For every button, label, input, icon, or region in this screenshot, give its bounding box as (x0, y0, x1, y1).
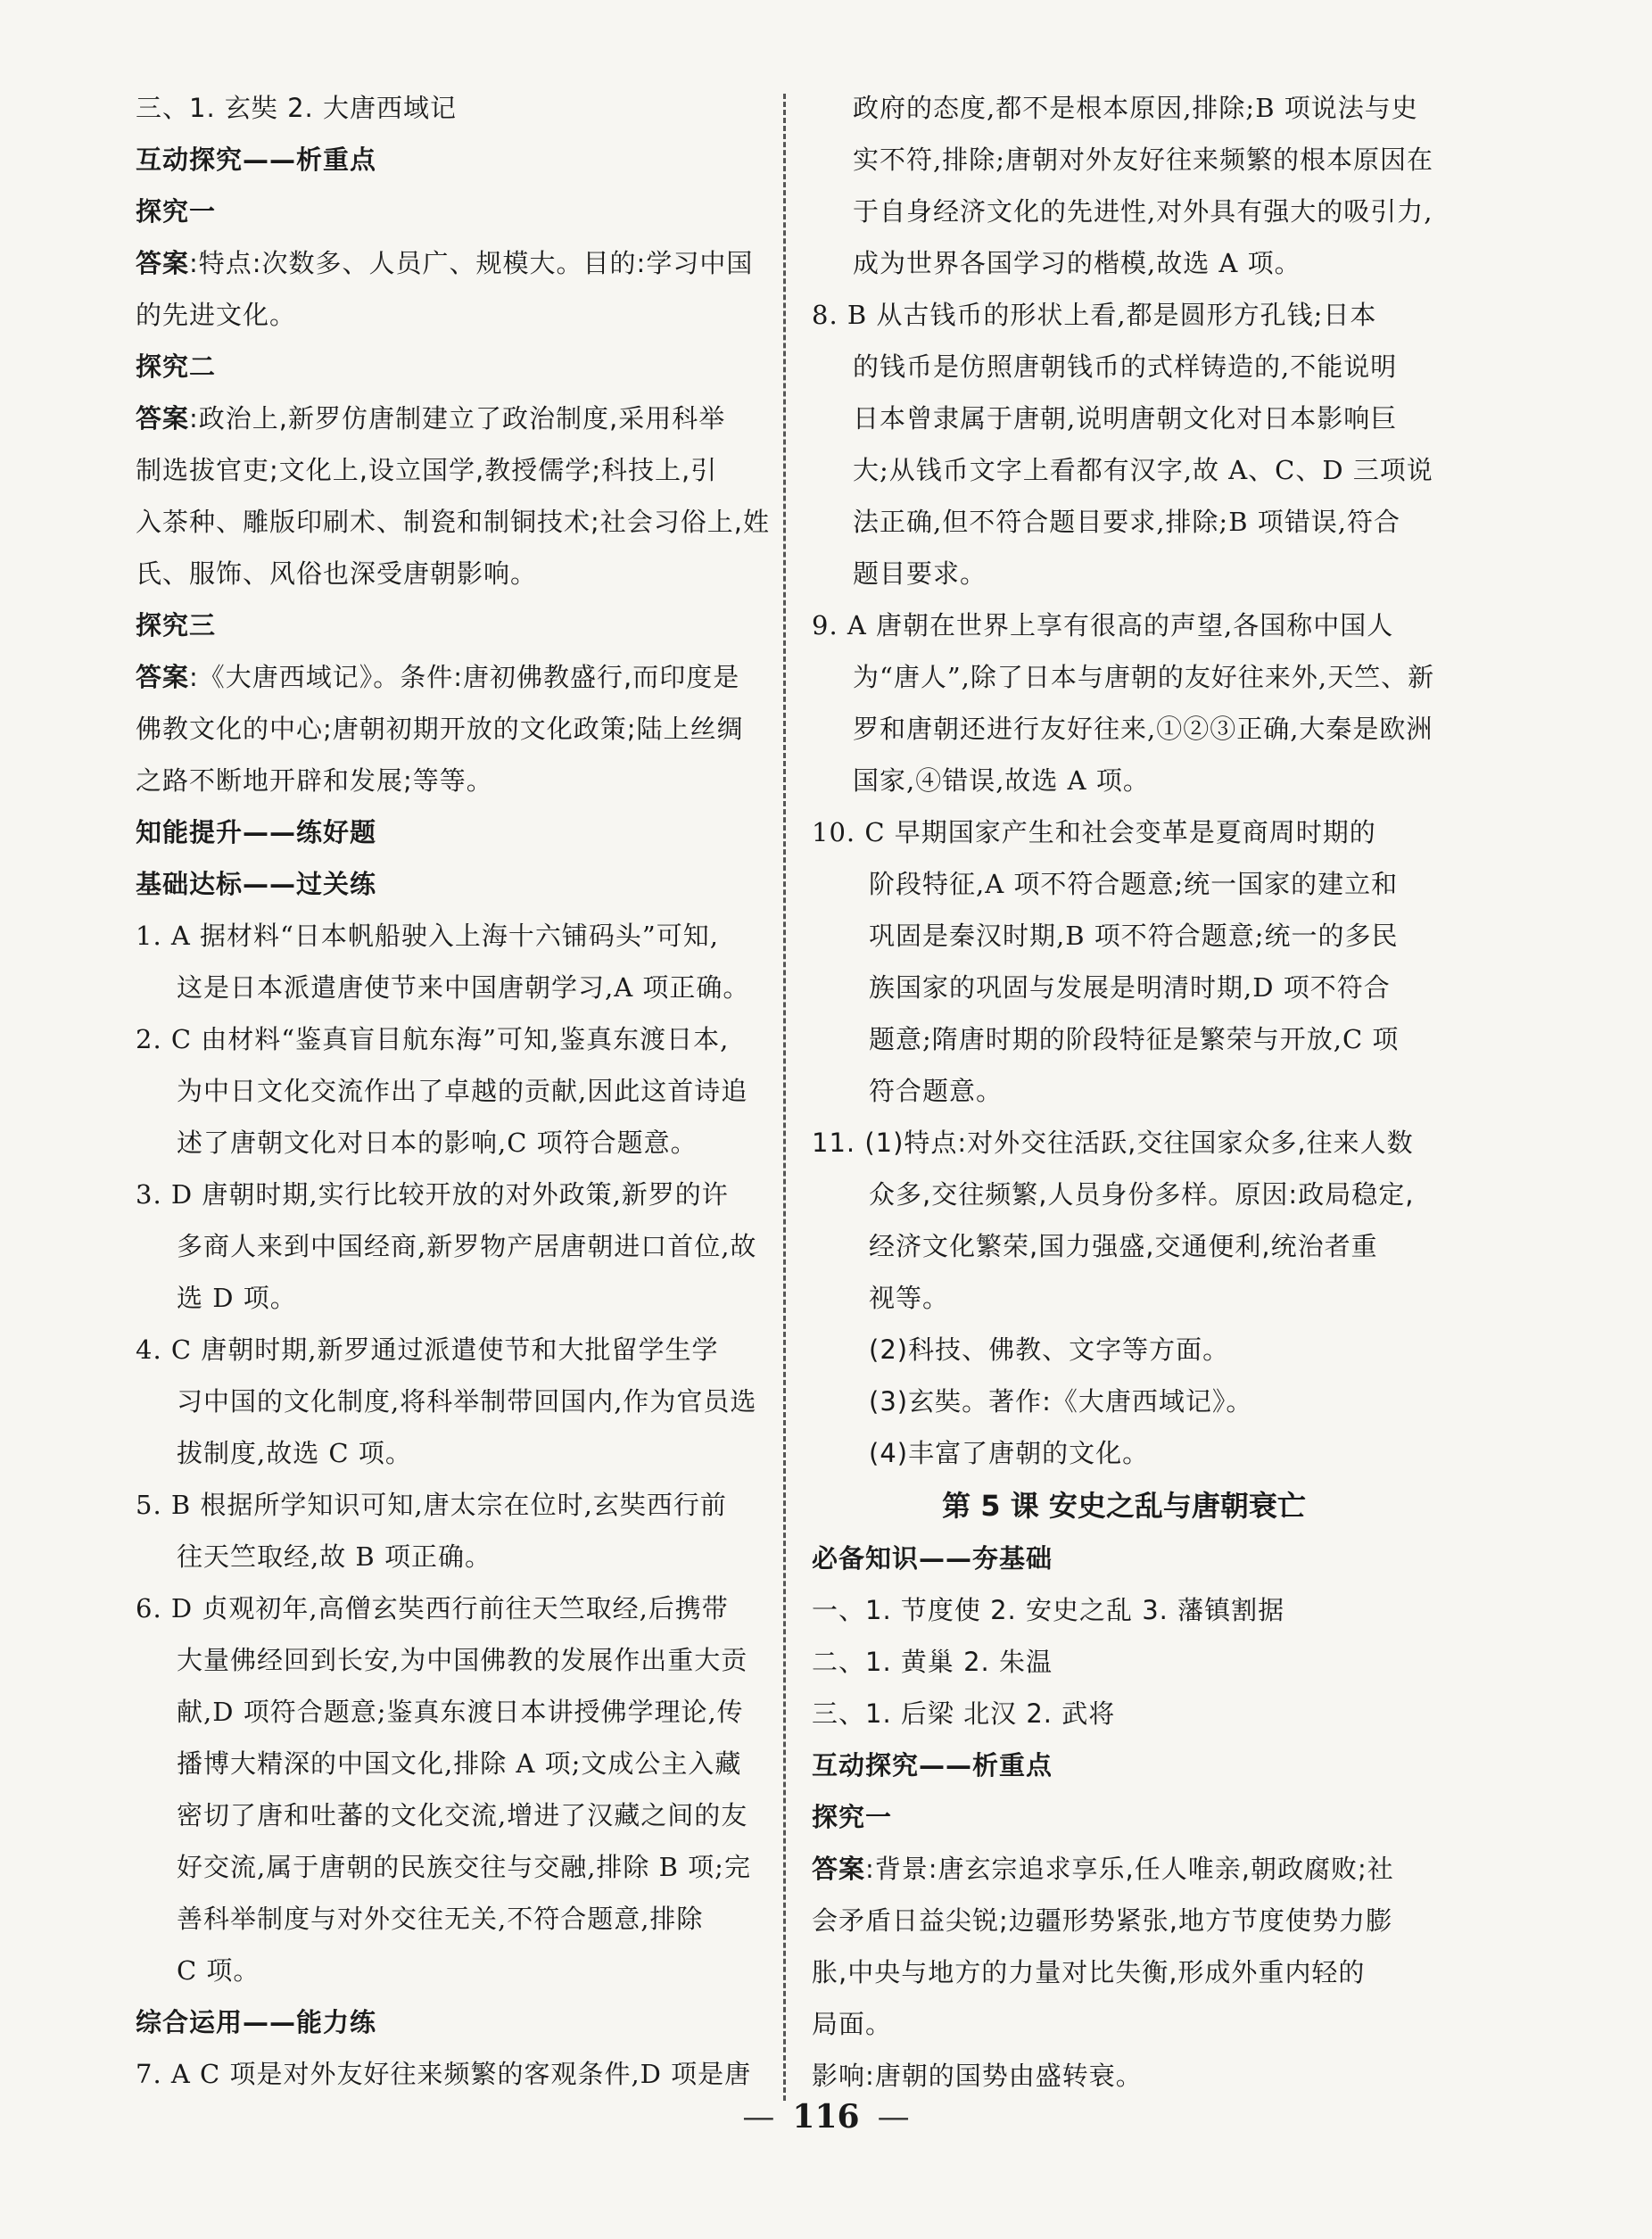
page-number-value: 116 (792, 2098, 860, 2136)
line-text: 必备知识——夯基础 (812, 1543, 1053, 1574)
line-text: 密切了唐和吐蕃的文化交流,增进了汉藏之间的友 (177, 1800, 748, 1830)
line-text: :政治上,新罗仿唐制建立了政治制度,采用科举 (189, 403, 726, 434)
text-line (812, 1324, 1436, 1376)
line-text: 选 D 项。 (177, 1283, 297, 1313)
line-text: 的先进文化。 (136, 300, 297, 330)
line-text: 述了唐朝文化对日本的影响,C 项符合题意。 (177, 1128, 698, 1158)
section-heading (136, 341, 760, 392)
line-text: 探究一 (812, 1802, 893, 1832)
line-text: 实不符,排除;唐朝对外友好往来频繁的根本原因在 (853, 145, 1433, 175)
section-heading (136, 858, 760, 910)
text-line (136, 1945, 760, 1996)
text-line (136, 2048, 760, 2100)
text-line (812, 1688, 1436, 1739)
text-line (812, 548, 1436, 599)
text-line (136, 1738, 760, 1789)
line-text: 题目要求。 (853, 558, 987, 589)
text-line (812, 2050, 1436, 2102)
line-text: 日本曾隶属于唐朝,说明唐朝文化对日本影响巨 (853, 403, 1398, 434)
text-line (136, 1479, 760, 1531)
line-text: 探究一 (136, 196, 217, 227)
line-text: 献,D 项符合题意;鉴真东渡日本讲授佛学理论,传 (177, 1697, 744, 1727)
line-text: 9. A 唐朝在世界上享有很高的声望,各国称中国人 (812, 610, 1394, 640)
text-line (136, 444, 760, 496)
line-text: 制选拔官吏;文化上,设立国学,教授儒学;科技上,引 (136, 455, 718, 485)
text-line (812, 1220, 1436, 1272)
answer-label: 答案 (812, 1854, 866, 1884)
line-text: 阶段特征,A 项不符合题意;统一国家的建立和 (869, 869, 1399, 899)
text-line (812, 341, 1436, 392)
line-text: 题意;隋唐时期的阶段特征是繁荣与开放,C 项 (869, 1024, 1400, 1054)
column-divider (783, 94, 786, 2101)
text-line (812, 806, 1436, 858)
text-line (812, 1272, 1436, 1324)
line-text: 政府的态度,都不是根本原因,排除;B 项说法与史 (853, 93, 1418, 123)
line-text: 大;从钱币文字上看都有汉字,故 A、C、D 三项说 (853, 455, 1433, 485)
text-line (812, 1895, 1436, 1946)
line-text: 拔制度,故选 C 项。 (177, 1438, 412, 1468)
text-line (136, 910, 760, 962)
text-line (136, 703, 760, 755)
section-heading (812, 1791, 1436, 1843)
section-heading (136, 186, 760, 237)
line-text: 这是日本派遣唐使节来中国唐朝学习,A 项正确。 (177, 972, 750, 1003)
line-text: 法正确,但不符合题目要求,排除;B 项错误,符合 (853, 507, 1400, 537)
text-line (136, 1220, 760, 1272)
text-line (812, 1584, 1436, 1636)
line-text: 氏、服饰、风俗也深受唐朝影响。 (136, 558, 538, 589)
text-line (812, 82, 1436, 134)
left-column (136, 82, 770, 2100)
text-line (136, 1272, 760, 1324)
line-text: 胀,中央与地方的力量对比失衡,形成外重内轻的 (812, 1957, 1366, 1987)
text-line (812, 134, 1436, 186)
lesson-title (812, 1479, 1436, 1533)
answer-label: 答案 (136, 248, 190, 278)
text-line (136, 1531, 760, 1582)
text-line (812, 1117, 1436, 1169)
line-text: :背景:唐玄宗追求享乐,任人唯亲,朝政腐败;社 (865, 1854, 1394, 1884)
line-text: 罗和唐朝还进行友好往来,①②③正确,大秦是欧洲 (853, 714, 1433, 744)
line-text: 局面。 (812, 2009, 893, 2039)
text-line (136, 82, 760, 134)
line-text: 基础达标——过关练 (136, 869, 377, 899)
line-text: 为“唐人”,除了日本与唐朝的友好往来外,天竺、新 (853, 662, 1435, 692)
line-text: (2)科技、佛教、文字等方面。 (869, 1334, 1230, 1365)
line-text: 众多,交往频繁,人员身份多样。原因:政局稳定, (869, 1179, 1415, 1210)
line-text: 影响:唐朝的国势由盛转衰。 (812, 2061, 1143, 2091)
line-text: (4)丰富了唐朝的文化。 (869, 1438, 1150, 1468)
text-line (136, 1427, 760, 1479)
text-line (136, 1634, 760, 1686)
section-heading (136, 1996, 760, 2048)
line-text: 1. A 据材料“日本帆船驶入上海十六铺码头”可知, (136, 921, 719, 951)
text-line (812, 910, 1436, 962)
text-line (136, 1376, 760, 1427)
text-line (136, 289, 760, 341)
text-line (136, 1582, 760, 1634)
line-text: 族国家的巩固与发展是明清时期,D 项不符合 (869, 972, 1391, 1003)
line-text: 6. D 贞观初年,高僧玄奘西行前往天竺取经,后携带 (136, 1593, 729, 1623)
text-line (136, 1117, 760, 1169)
line-text: 的钱币是仿照唐朝钱币的式样铸造的,不能说明 (853, 351, 1398, 382)
line-text: 符合题意。 (869, 1076, 1004, 1106)
line-text: 10. C 早期国家产生和社会变革是夏商周时期的 (812, 817, 1376, 847)
line-text: 佛教文化的中心;唐朝初期开放的文化政策;陆上丝绸 (136, 714, 744, 744)
line-text: 习中国的文化制度,将科举制带回国内,作为官员选 (177, 1386, 757, 1417)
line-text: 探究二 (136, 351, 217, 382)
line-text: 之路不断地开辟和发展;等等。 (136, 765, 493, 796)
line-text: 善科举制度与对外交往无关,不符合题意,排除 (177, 1904, 704, 1934)
text-line (812, 755, 1436, 806)
text-line (136, 755, 760, 806)
right-column (812, 82, 1436, 2102)
line-text: :特点:次数多、人员广、规模大。目的:学习中国 (189, 248, 754, 278)
line-text: 播博大精深的中国文化,排除 A 项;文成公主入藏 (177, 1748, 742, 1779)
text-line (812, 1636, 1436, 1688)
line-text: 4. C 唐朝时期,新罗通过派遣使节和大批留学生学 (136, 1334, 719, 1365)
text-line (136, 237, 760, 289)
line-text: 入茶种、雕版印刷术、制瓷和制铜技术;社会习俗上,姓 (136, 507, 770, 537)
line-text: 3. D 唐朝时期,实行比较开放的对外政策,新罗的许 (136, 1179, 729, 1210)
line-text: 往天竺取经,故 B 项正确。 (177, 1541, 491, 1572)
text-line (136, 392, 760, 444)
text-line (136, 1686, 760, 1738)
text-line (136, 1169, 760, 1220)
line-text: 为中日文化交流作出了卓越的贡献,因此这首诗追 (177, 1076, 748, 1106)
answer-label: 答案 (136, 403, 190, 434)
line-text: 三、1. 后梁 北汉 2. 武将 (812, 1698, 1116, 1729)
line-text: 视等。 (869, 1283, 950, 1313)
line-text: 互动探究——析重点 (812, 1750, 1053, 1780)
line-text: 成为世界各国学习的楷模,故选 A 项。 (853, 248, 1301, 278)
line-text: :《大唐西域记》。条件:唐初佛教盛行,而印度是 (189, 662, 740, 692)
section-heading (136, 806, 760, 858)
line-text: (3)玄奘。著作:《大唐西域记》。 (869, 1386, 1253, 1417)
text-line (136, 1789, 760, 1841)
answer-label: 答案 (136, 662, 190, 692)
line-text: 5. B 根据所学知识可知,唐太宗在位时,玄奘西行前 (136, 1490, 727, 1520)
text-line (136, 496, 770, 548)
line-text: 巩固是秦汉时期,B 项不符合题意;统一的多民 (869, 921, 1399, 951)
text-line (812, 858, 1436, 910)
text-line (812, 1427, 1436, 1479)
line-text: 探究三 (136, 610, 217, 640)
line-text: 二、1. 黄巢 2. 朱温 (812, 1647, 1053, 1677)
text-line (812, 289, 1436, 341)
line-text: 第 5 课 安史之乱与唐朝衰亡 (942, 1489, 1306, 1523)
text-line (812, 1946, 1436, 1998)
section-heading (136, 599, 760, 651)
line-text: 国家,④错误,故选 A 项。 (853, 765, 1150, 796)
page-number: — 116 — (742, 2098, 910, 2136)
text-line (136, 1893, 760, 1945)
line-text: 综合运用——能力练 (136, 2007, 377, 2037)
line-text: 11. (1)特点:对外交往活跃,交往国家众多,往来人数 (812, 1128, 1414, 1158)
line-text: 三、1. 玄奘 2. 大唐西域记 (136, 93, 457, 123)
line-text: C 项。 (177, 1955, 260, 1986)
text-line (812, 1065, 1436, 1117)
text-line (812, 392, 1436, 444)
line-text: 于自身经济文化的先进性,对外具有强大的吸引力, (853, 196, 1433, 227)
text-line (812, 599, 1436, 651)
line-text: 知能提升——练好题 (136, 817, 377, 847)
text-line (812, 237, 1436, 289)
line-text: 好交流,属于唐朝的民族交往与交融,排除 B 项;完 (177, 1852, 751, 1882)
text-line (136, 1065, 760, 1117)
text-line (812, 1013, 1436, 1065)
line-text: 2. C 由材料“鉴真盲目航东海”可知,鉴真东渡日本, (136, 1024, 730, 1054)
line-text: 会矛盾日益尖锐;边疆形势紧张,地方节度使势力膨 (812, 1905, 1392, 1936)
text-line (136, 548, 760, 599)
text-line (136, 1013, 760, 1065)
line-text: 大量佛经回到长安,为中国佛教的发展作出重大贡 (177, 1645, 748, 1675)
line-text: 7. A C 项是对外友好往来频繁的客观条件,D 项是唐 (136, 2059, 752, 2089)
text-line (812, 962, 1436, 1013)
text-line (136, 1841, 760, 1893)
text-line (136, 1324, 760, 1376)
text-line (812, 651, 1436, 703)
line-text: 多商人来到中国经商,新罗物产居唐朝进口首位,故 (177, 1231, 757, 1261)
text-line (136, 962, 760, 1013)
line-text: 一、1. 节度使 2. 安史之乱 3. 藩镇割据 (812, 1595, 1285, 1625)
section-heading (812, 1739, 1436, 1791)
text-line (812, 703, 1436, 755)
text-line (812, 1376, 1436, 1427)
line-text: 8. B 从古钱币的形状上看,都是圆形方孔钱;日本 (812, 300, 1377, 330)
text-line (812, 496, 1436, 548)
section-heading (136, 134, 760, 186)
text-line (812, 1169, 1436, 1220)
line-text: 互动探究——析重点 (136, 145, 377, 175)
line-text: 经济文化繁荣,国力强盛,交通便利,统治者重 (869, 1231, 1378, 1261)
text-line (812, 1843, 1436, 1895)
text-line (812, 444, 1436, 496)
section-heading (812, 1533, 1436, 1584)
text-line (136, 651, 760, 703)
text-line (812, 1998, 1436, 2050)
text-line (812, 186, 1436, 237)
